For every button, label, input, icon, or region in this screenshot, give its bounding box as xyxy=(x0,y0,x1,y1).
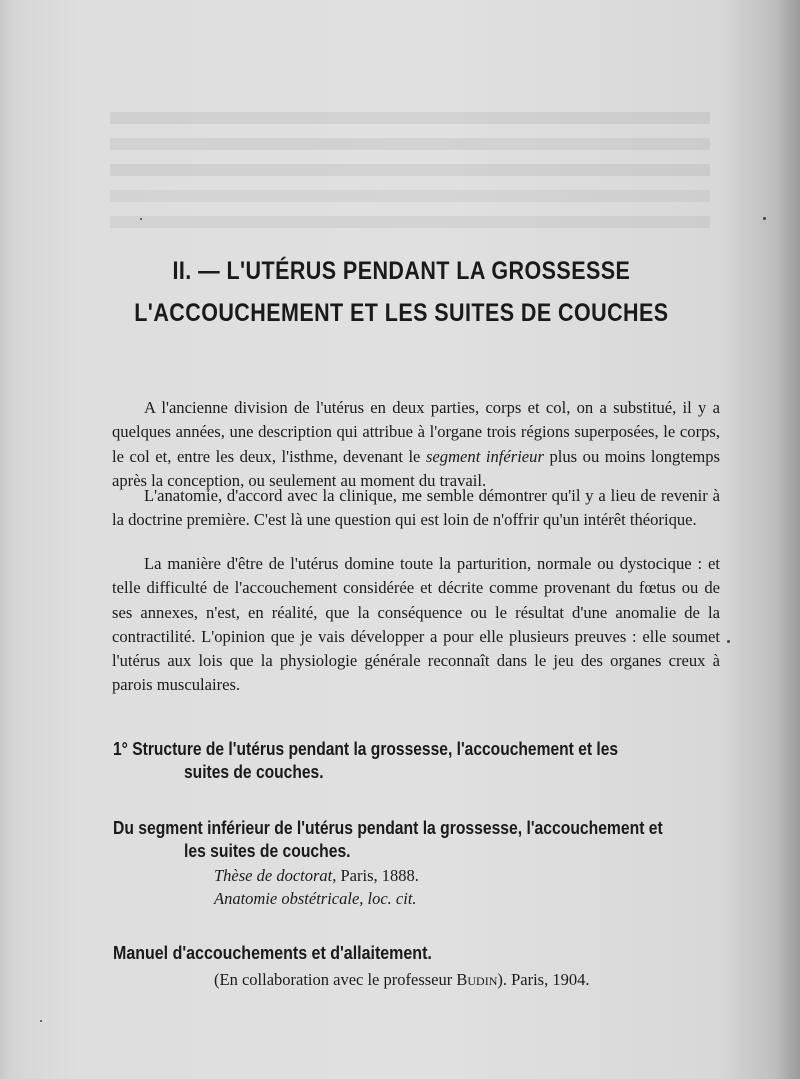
section-1-heading-line-2: suites de couches. xyxy=(184,761,324,782)
chapter-title-line-1: II. — L'UTÉRUS PENDANT LA GROSSESSE xyxy=(172,257,631,285)
reference-manual xyxy=(214,970,589,990)
paragraph-1-text: A l'ancienne division de l'utérus en deux parties, corps et col, on a substitué, il y a quelques années, une description qui attribue à l'organe trois régions superposées, le corps, le col et, entre les deux, l'isthme, devenant le xyxy=(112,398,720,466)
show-through-lines xyxy=(110,112,710,242)
reference-anatomy-title: Anatomie obstétricale, loc. cit. xyxy=(214,889,417,908)
section-2-heading-line-1: Du segment inférieur de l'utérus pendant la grossesse, l'accouchement et xyxy=(113,817,663,838)
reference-thesis-details: , Paris, 1888. xyxy=(332,866,419,885)
paragraph-1 xyxy=(112,396,720,493)
chapter-title-line-2: L'ACCOUCHEMENT ET LES SUITES DE COUCHES xyxy=(134,299,669,327)
reference-manual-author: Budin xyxy=(456,970,498,989)
reference-manual-prefix: (En collaboration avec le professeur xyxy=(214,970,457,989)
paragraph-3-text: La manière d'être de l'utérus domine toute la parturition, normale ou dystocique : et telle difficulté de l'accouchement considérée et décrite comme provenant du fœtus ou de ses annexes, n'est, en réalité, que la conséquence ou le résultat d'une anomalie de la contractilité. L'opinion que je vais développer a pour elle plusieurs preuves : elle soumet l'utérus aux lois que la physiologie générale reconnaît dans le jeu des organes creux à parois musculaires. xyxy=(112,554,720,695)
paragraph-2 xyxy=(112,484,720,533)
reference-thesis xyxy=(214,866,419,886)
section-2-heading-line-2: les suites de couches. xyxy=(184,840,351,861)
reference-manual-suffix: ). Paris, 1904. xyxy=(497,970,590,989)
dust-speck xyxy=(40,1020,42,1022)
paragraph-2-text: L'anatomie, d'accord avec la clinique, me semble démontrer qu'il y a lieu de revenir à la doctrine première. C'est là une question qui est loin de n'offrir qu'un intérêt théorique. xyxy=(112,486,720,530)
section-3-heading: Manuel d'accouchements et d'allaitement. xyxy=(113,942,432,963)
reference-anatomy xyxy=(214,889,417,909)
dust-speck xyxy=(140,218,142,220)
paragraph-1-italic: segment inférieur xyxy=(425,446,544,466)
dust-speck xyxy=(763,217,766,220)
section-1-heading-line-1: 1° Structure de l'utérus pendant la grossesse, l'accouchement et les xyxy=(113,738,619,759)
paragraph-1-text-end: plus ou moins longtemps après la conception, ou seulement au moment du travail. xyxy=(112,446,720,490)
reference-thesis-title: Thèse de doctorat xyxy=(214,866,333,885)
paragraph-3 xyxy=(112,552,720,698)
dust-speck xyxy=(727,640,730,643)
